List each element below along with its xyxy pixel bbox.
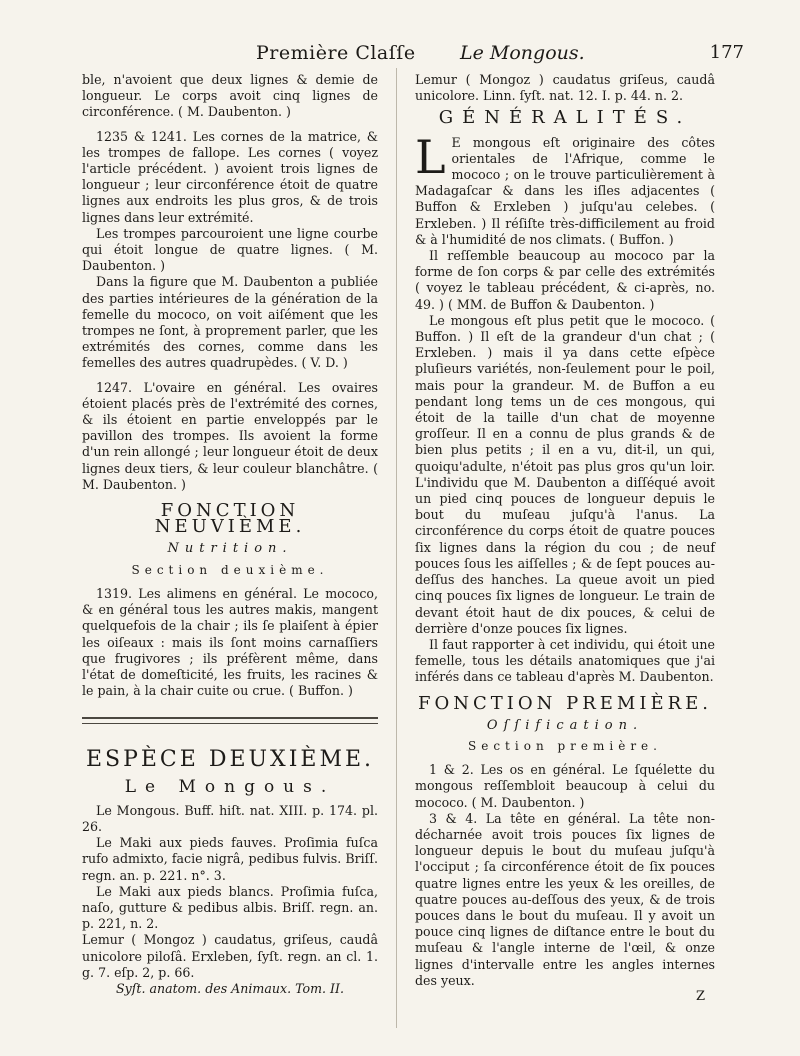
right-column: [415, 72, 715, 1005]
paragraph: Lemur ( Mongoz ) caudatus, griſeus, caudâ unicolore piloſâ. Erxleben, ſyſt. regn. an cl. 1. g. 7. eſp. 2, p. 66.: [82, 932, 378, 980]
section-label: Section deuxième.: [131, 562, 329, 577]
page-number: 177: [709, 42, 744, 63]
paragraph: 1 & 2. Les os en général. Le ſquélette du mongous reſſembloit beaucoup à celui du mococo. ( M. Daubenton. ): [415, 762, 715, 810]
section-heading: FONCTION PREMIÈRE.: [417, 692, 712, 714]
sheet-signature: Z: [695, 988, 705, 1004]
running-title-right: Le Mongous.: [460, 42, 585, 64]
paragraph: [415, 129, 715, 248]
paragraph: Lemur ( Mongoz ) caudatus griſeus, caudâ unicolore. Linn. ſyſt. nat. 12. I. p. 44. n. 2.: [415, 72, 715, 104]
paragraph: Le Maki aux pieds fauves. Proſimia fuſca rufo admixto, facie nigrâ, pedibus fulvis. Briſſ. regn. an. p. 221. n°. 3.: [82, 835, 378, 883]
section-heading: GÉNÉRALITÉS.: [438, 107, 692, 129]
paragraph: Il reſſemble beaucoup au mococo par la forme de ſon corps & par celle des extrémités ( voyez le tableau précédent, & ci-après, no. 49. ) ( MM. de Buffon & Daubenton. ): [415, 248, 715, 312]
section-heading: FONCTION NEUVIÈME.: [154, 500, 306, 538]
species-heading: ESPÈCE DEUXIÈME.: [85, 747, 375, 773]
paragraph: 3 & 4. La tête en général. La tête non-décharnée avoit trois pouces ſix lignes de longueur depuis le bout du muſeau juſqu'à l'occiput ; ſa circonférence étoit de ſix pouces quatre lignes entre les yeux & les oreilles, de quatre pouces au-deſſous des yeux, & de trois pouces dans le bout du muſeau. Il y avoit un pouce cinq lignes de diſtance entre le bout du muſeau & l'angle interne de l'œil, & onze lignes d'intervalle entre les angles internes des yeux.: [415, 810, 715, 988]
paragraph-text: E mongous eſt originaire des côtes orientales de l'Afrique, comme le mococo ; on le trouve particulièrement à Madagaſcar & dans les iſles adjacentes ( Buffon & Erxleben ) juſqu'au celebes. ( Erxleben. ) Il réſiſte très-difficilement au froid & à l'humidité de nos climats. ( Buffon. ): [415, 134, 715, 247]
paragraph: 1247. L'ovaire en général. Les ovaires étoient placés près de l'extrémité des cornes, & ils étoient en partie enveloppés par le pavillon des trompes. Ils avoient la forme d'un rein allongé ; leur longueur étoit de deux lignes deux tiers, & leur couleur blanchâtre. ( M. Daubenton. ): [82, 379, 378, 492]
section-label: Section première.: [468, 738, 662, 753]
subheading: Oſſification.: [486, 717, 644, 733]
paragraph: 1319. Les alimens en général. Le mococo, & en général tous les autres makis, mangent quelquefois de la chair ; ils ſe plaiſent à épier les oiſeaux : mais ils ſont moins carnaſſiers que frugivores ; ils préfèrent même, dans l'état de domeſticité, les fruits, les racines & le pain, à la chair cuite ou crue. ( Buffon. ): [82, 585, 378, 699]
paragraph: Le mongous eſt plus petit que le mococo. ( Buffon. ) Il eſt de la grandeur d'un chat ; ( Erxleben. ) mais il ya dans cette eſpèce pluſieurs variétés, non-ſeulement pour le poil, mais pour la grandeur. M. de Buffon a eu pendant long tems un de ces mongous, qui étoit de la taille d'un chat de moyenne groſſeur. Il en a connu de plus grands & de bien plus petits ; il en a vu, dit-il, un qui, quoiqu'adulte, n'étoit pas plus gros qu'un loir. L'individu que M. Daubenton a diſſéqué avoit un pied cinq pouces de longueur depuis le bout du muſeau juſqu'à l'anus. La circonférence du corps étoit de quatre pouces ſix lignes dans la région du cou ; de neuf pouces ſous les aiſſelles ; & de ſept pouces au-deſſus des hanches. La queue avoit un pied cinq pouces ſix lignes de longueur. Le train de devant étoit haut de dix pouces, & celui de derrière d'onze pouces ſix lignes.: [415, 312, 715, 636]
paragraph: Les trompes parcouroient une ligne courbe qui étoit longue de quatre lignes. ( M. Daubenton. ): [82, 225, 378, 274]
signature-line: Syſt. anatom. des Animaux. Tom. II.: [116, 980, 344, 996]
left-column: [82, 72, 378, 997]
paragraph: 1235 & 1241. Les cornes de la matrice, & les trompes de fallope. Les cornes ( voyez l'article précédent. ) avoient trois lignes de longueur ; leur circonférence étoit de quatre lignes aux endroits les plus gros, & de trois lignes dans leur extrémité.: [82, 128, 378, 225]
running-header: [60, 42, 750, 68]
subheading: Nutrition.: [167, 541, 293, 557]
ornamental-rule: [82, 717, 378, 724]
running-title-left: Première Claſſe: [256, 42, 416, 64]
species-name: Le Mongous.: [124, 776, 336, 797]
paragraph: Il faut rapporter à cet individu, qui étoit une femelle, tous les détails anatomiques que j'ai inférés dans ce tableau d'après M. Daubenton.: [415, 636, 715, 685]
paragraph: ble, n'avoient que deux lignes & demie de longueur. Le corps avoit cinq lignes de circonférence. ( M. Daubenton. ): [82, 72, 378, 120]
drop-cap: L: [415, 129, 446, 184]
paragraph: Le Maki aux pieds blancs. Proſimia fuſca, naſo, gutture & pedibus albis. Briſſ. regn. an. p. 221, n. 2.: [82, 883, 378, 932]
paragraph: Le Mongous. Buff. hiſt. nat. XIII. p. 174. pl. 26.: [82, 802, 378, 834]
column-divider: [396, 68, 397, 1028]
paragraph: Dans la figure que M. Daubenton a publiée des parties intérieures de la génération de la femelle du mococo, on voit aiſément que les trompes ne ſont, à proprement parler, que les extrémités des cornes, comme dans les femelles des autres quadrupèdes. ( V. D. ): [82, 274, 378, 371]
